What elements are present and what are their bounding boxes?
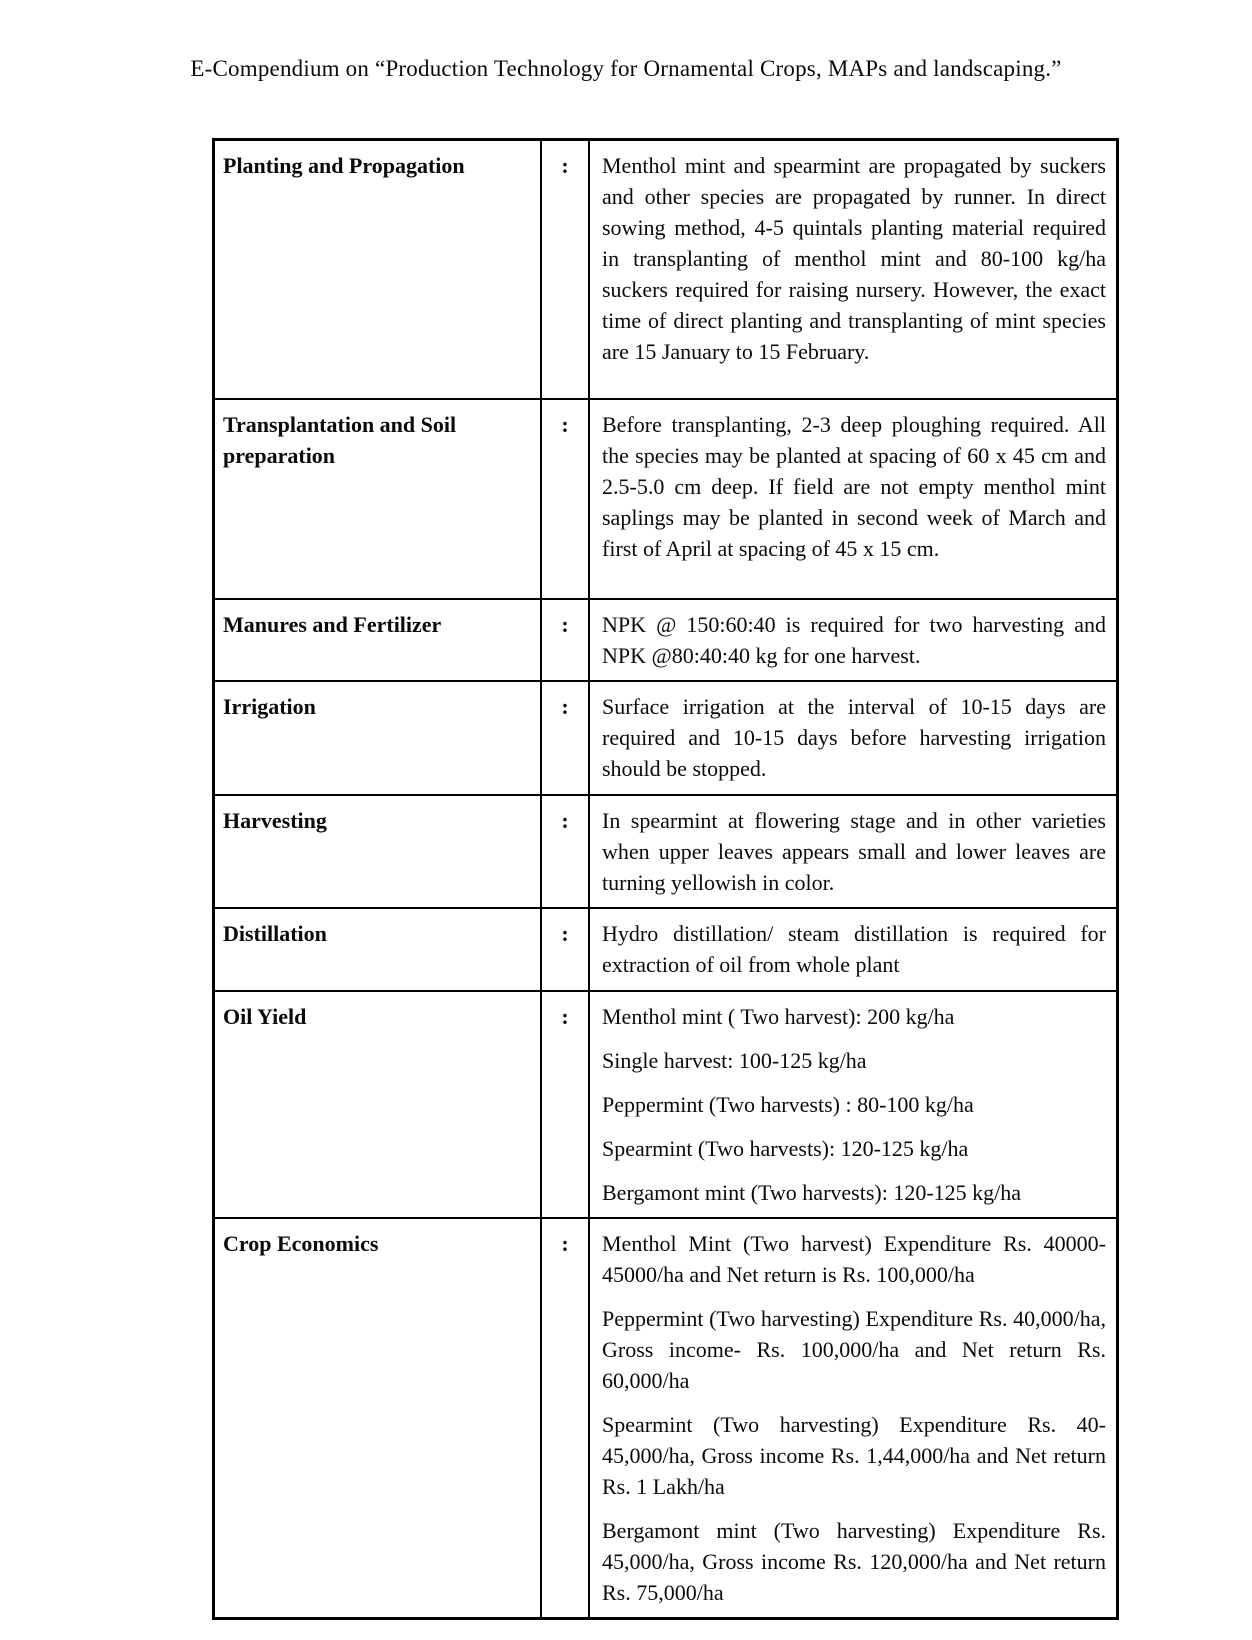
colon-separator: :: [541, 991, 589, 1218]
content-paragraph: Bergamont mint (Two harvests): 120-125 kg/ha: [602, 1179, 1022, 1205]
row-label: Manures and Fertilizer: [214, 599, 542, 681]
table-row-oil-yield: [214, 991, 1118, 1218]
content-paragraph: Menthol mint ( Two harvest): 200 kg/ha: [602, 1003, 955, 1029]
row-label: Irrigation: [214, 681, 542, 795]
page-header: E-Compendium on “Production Technology for Ornamental Crops, MAPs and landscaping.”: [190, 56, 1062, 81]
row-content: [589, 795, 1118, 908]
content-paragraph: Bergamont mint (Two harvesting) Expenditure Rs. 45,000/ha, Gross income Rs. 120,000/ha and Net return Rs. 75,000/ha: [602, 1517, 1106, 1605]
content-paragraph: Peppermint (Two harvests) : 80-100 kg/ha: [602, 1091, 974, 1117]
colon-separator: :: [541, 795, 589, 908]
content-paragraph: Surface irrigation at the interval of 10-15 days are required and 10-15 days before harvesting irrigation should be stopped.: [602, 693, 1106, 781]
colon-separator: :: [541, 908, 589, 991]
content-paragraph: Menthol mint and spearmint are propagated by suckers and other species are propagated by runner. In direct sowing method, 4-5 quintals planting material required in transplanting of menthol mint and 80-100 kg/ha suckers required for raising nursery. However, the exact time of direct planting and transplanting of mint species are 15 January to 15 February.: [602, 153, 1106, 364]
row-content: [589, 599, 1118, 681]
content-paragraph: In spearmint at flowering stage and in other varieties when upper leaves appears small and lower leaves are turning yellowish in color.: [602, 807, 1106, 895]
crop-info-table: [212, 138, 1119, 1620]
colon-separator: :: [541, 599, 589, 681]
row-label: Transplantation and Soil preparation: [214, 399, 542, 599]
content-paragraph: Spearmint (Two harvests): 120-125 kg/ha: [602, 1135, 969, 1161]
colon-separator: :: [541, 399, 589, 599]
row-content: [589, 991, 1118, 1218]
colon-separator: :: [541, 140, 589, 399]
table-row-manures-and-fertilizer: [214, 599, 1118, 681]
row-label: Crop Economics: [214, 1218, 542, 1619]
row-label: Harvesting: [214, 795, 542, 908]
content-paragraph: Single harvest: 100-125 kg/ha: [602, 1047, 867, 1073]
colon-separator: :: [541, 1218, 589, 1619]
content-paragraph: Peppermint (Two harvesting) Expenditure Rs. 40,000/ha, Gross income- Rs. 100,000/ha and Net return Rs. 60,000/ha: [602, 1305, 1106, 1393]
row-content: [589, 399, 1118, 599]
table-row-transplantation-and-soil-preparation: [214, 399, 1118, 599]
row-content: [589, 1218, 1118, 1619]
table-row-planting-and-propagation: [214, 140, 1118, 399]
table-row-irrigation: [214, 681, 1118, 795]
row-content: [589, 140, 1118, 399]
table-row-harvesting: [214, 795, 1118, 908]
content-paragraph: NPK @ 150:60:40 is required for two harvesting and NPK @80:40:40 kg for one harvest.: [602, 611, 1106, 668]
table-row-crop-economics: [214, 1218, 1118, 1619]
content-paragraph: Before transplanting, 2-3 deep ploughing required. All the species may be planted at spacing of 60 x 45 cm and 2.5-5.0 cm deep. If field are not empty menthol mint saplings may be planted in second week of March and first of April at spacing of 45 x 15 cm.: [602, 411, 1106, 561]
content-paragraph: Spearmint (Two harvesting) Expenditure Rs. 40-45,000/ha, Gross income Rs. 1,44,000/ha and Net return Rs. 1 Lakh/ha: [602, 1411, 1106, 1499]
content-paragraph: Menthol Mint (Two harvest) Expenditure Rs. 40000-45000/ha and Net return is Rs. 100,000/ha: [602, 1230, 1106, 1287]
row-label: Oil Yield: [214, 991, 542, 1218]
table-row-distillation: [214, 908, 1118, 991]
colon-separator: :: [541, 681, 589, 795]
row-label: Planting and Propagation: [214, 140, 542, 399]
row-content: [589, 908, 1118, 991]
content-paragraph: Hydro distillation/ steam distillation is required for extraction of oil from whole plant: [602, 920, 1106, 977]
row-content: [589, 681, 1118, 795]
row-label: Distillation: [214, 908, 542, 991]
